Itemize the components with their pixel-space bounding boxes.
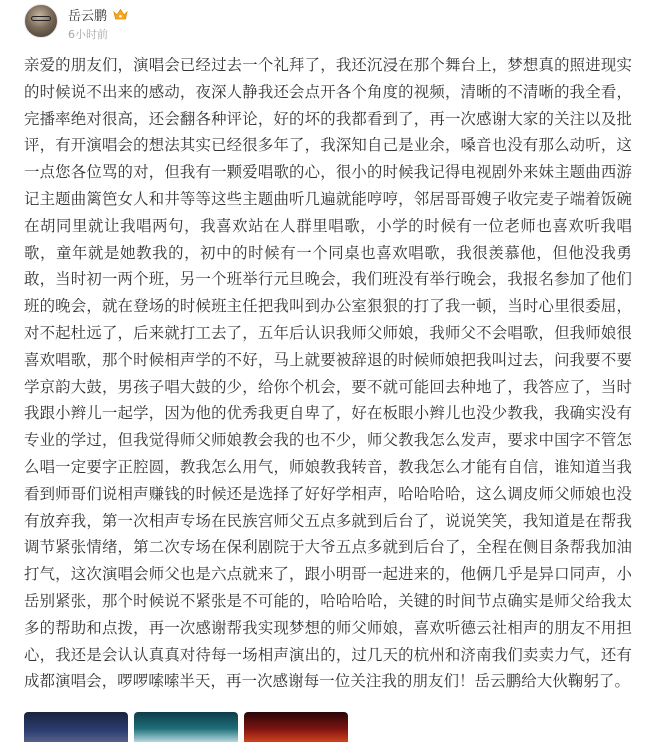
post-timestamp[interactable]: 6小时前	[68, 28, 108, 41]
post-meta	[68, 4, 128, 42]
image-thumbnail[interactable]	[244, 712, 348, 742]
post-header	[24, 4, 128, 42]
image-thumbnail[interactable]	[134, 712, 238, 742]
avatar-glasses-detail	[31, 16, 51, 21]
avatar[interactable]	[24, 4, 58, 38]
image-thumbnail[interactable]	[24, 712, 128, 742]
vip-crown-icon[interactable]	[113, 8, 128, 21]
name-row	[68, 5, 128, 23]
post-body-text: 亲爱的朋友们，演唱会已经过去一个礼拜了，我还沉浸在那个舞台上，梦想真的照进现实的时候说不出来的感动，夜深人静我还会点开各个角度的视频，清晰的不清晰的我全看，完播率绝对很高，还会翻各种评论，好的坏的我都看到了，再一次感谢大家的关注以及批评，有开演唱会的想法其实已经很多年了，我深知自己是业余，嗓音也没有那么动听，这一点您各位骂的对，但我有一颗爱唱歌的心，很小的时候我记得电视剧外来妹主题曲西游记主题曲篱笆女人和井等等这些主题曲听几遍就能哼哼，邻居哥哥嫂子收完麦子端着饭碗在胡同里就让我唱两句，我喜欢站在人群里唱歌，小学的时候有一位老师也喜欢听我唱歌，童年就是她教我的，初中的时候有一个同桌也喜欢唱歌，我很羡慕他，但他没我勇敢，当时初一两个班，另一个班举行元旦晚会，我们班没有举行晚会，我报名参加了他们班的晚会，就在登场的时候班主任把我叫到办公室狠狠的打了我一顿，当时心里很委屈，对不起杜远了，后来就打工去了，五年后认识我师父师娘，我师父不会唱歌，但我师娘很喜欢唱歌，那个时候相声学的不好，马上就要被辞退的时候师娘把我叫过去，问我要不要学京韵大鼓，男孩子唱大鼓的少，给你个机会，要不就可能回去种地了，我答应了，当时我跟小辫儿一起学，因为他的优秀我更自卑了，好在板眼小辫儿也没少教我，我确实没有专业的学过，但我觉得师父师娘教会我的也不少，师父教我怎么发声，要求中国字不管怎么唱一定要字正腔圆，教我怎么用气，师娘教我转音，教我怎么才能有自信，谁知道当我看到师哥们说相声赚钱的时候还是选择了好好学相声，哈哈哈哈，这么调皮师父师娘也没有放弃我，第一次相声专场在民族宫师父五点多就到后台了，说说笑笑，我知道是在帮我调节紧张情绪，第二次专场在保利剧院于大爷五点多就到后台了，全程在侧目条帮我加油打气，这次演唱会师父也是六点就来了，跟小明哥一起进来的，他俩几乎是异口同声，小岳别紧张，那个时候说不紧张是不可能的，哈哈哈哈，关键的时间节点确实是师父给我太多的帮助和点拨，再一次感谢帮我实现梦想的师父师娘，喜欢听德云社相声的朋友不用担心，我还是会认认真真对待每一场相声演出的，过几天的杭州和济南我们卖卖力气，还有成都演唱会，啰啰嗦嗦半天，再一次感谢每一位关注我的朋友们！岳云鹏给大伙鞠躬了。	[24, 56, 632, 691]
image-thumbnails	[24, 712, 348, 742]
username-link[interactable]: 岳云鹏	[68, 8, 108, 24]
